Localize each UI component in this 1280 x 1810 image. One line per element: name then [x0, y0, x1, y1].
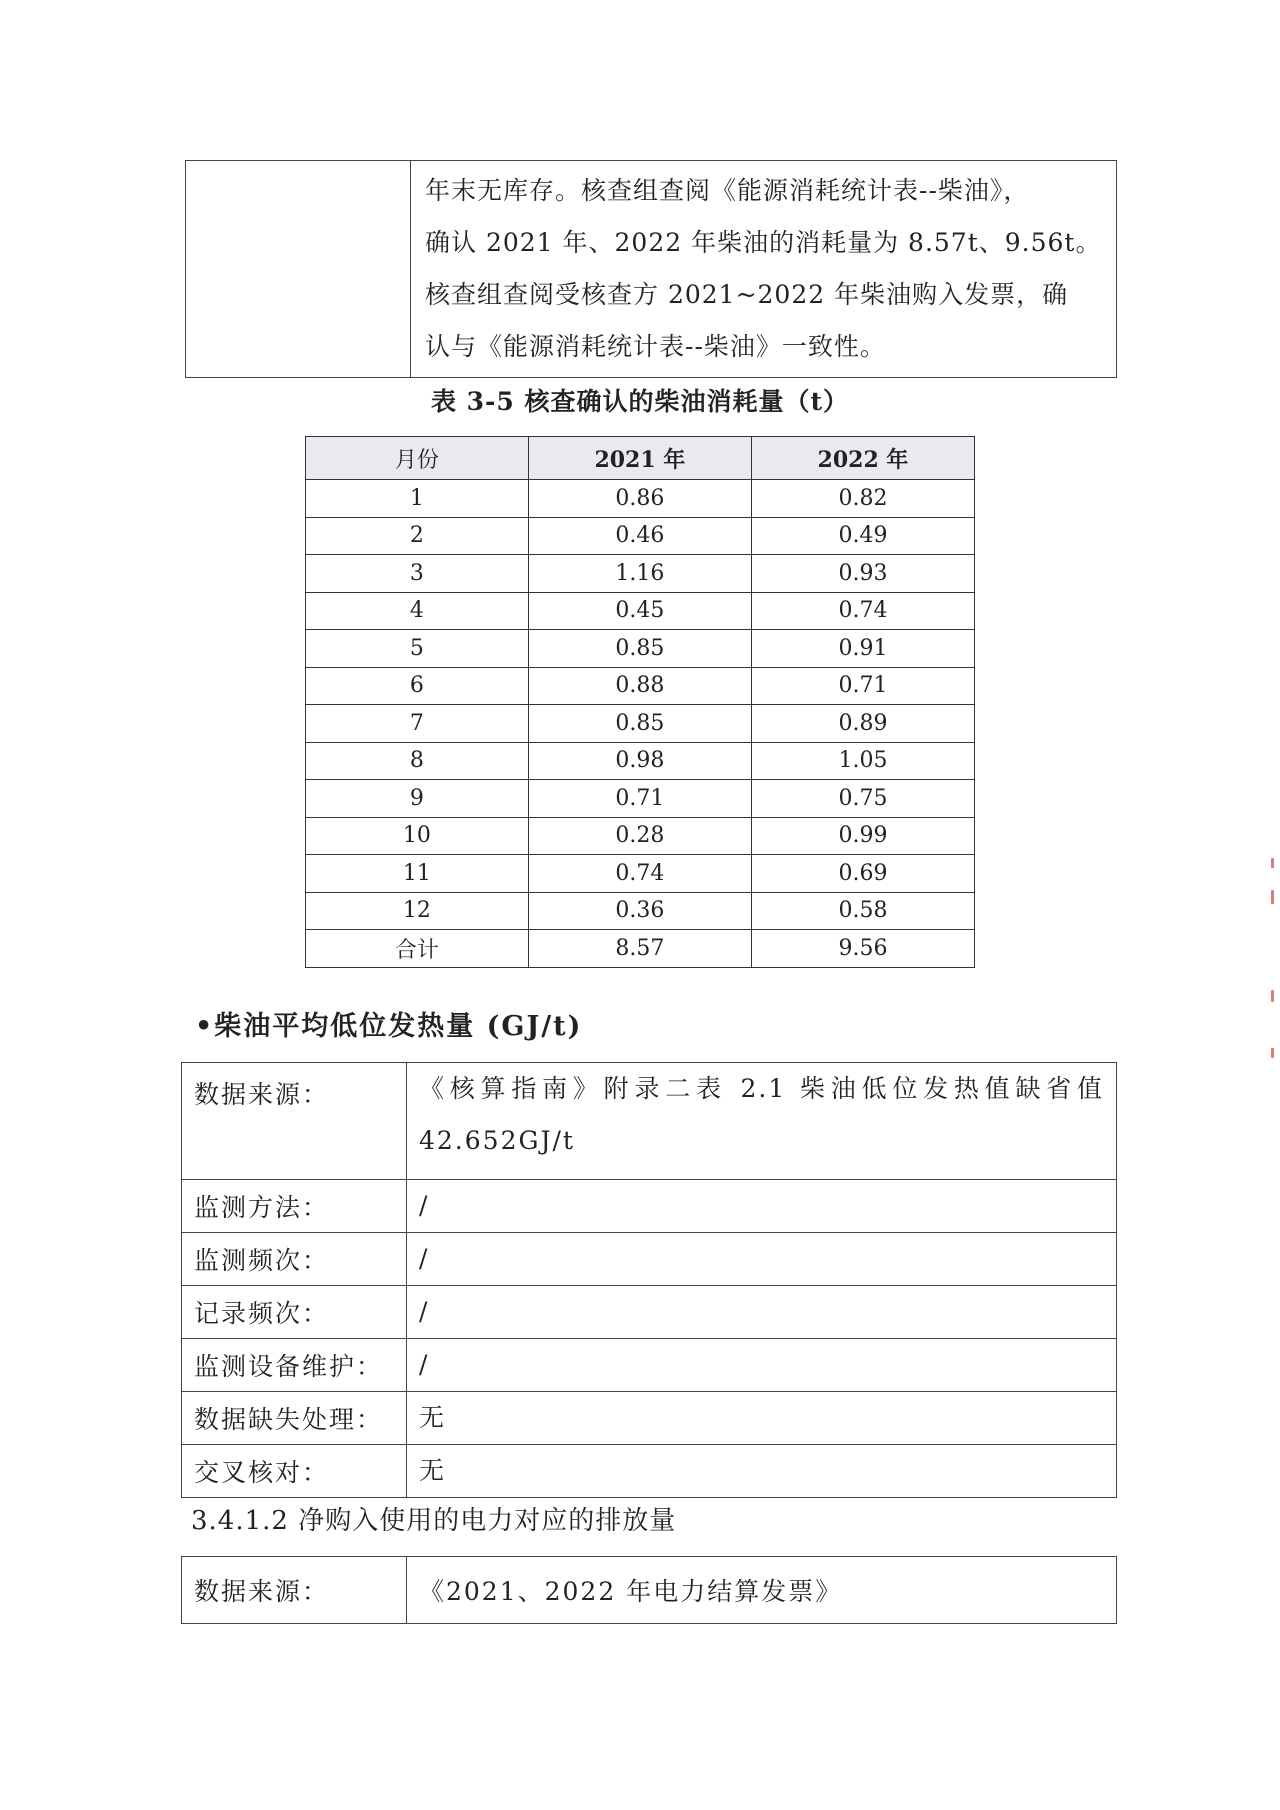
scan-edge-mark: [1271, 890, 1274, 904]
param-value: 无: [407, 1392, 1117, 1445]
param-value: 《核算指南》附录二表 2.1 柴油低位发热值缺省值 42.652GJ/t: [407, 1063, 1117, 1180]
header-2021: 2021 年: [528, 437, 751, 480]
table-row: [306, 667, 975, 705]
value-2022-cell: 0.82: [751, 480, 974, 518]
value-2021-cell: 0.74: [528, 855, 751, 893]
header-month: 月份: [306, 437, 529, 480]
value-2021-cell: 0.88: [528, 667, 751, 705]
value-2022-cell: 0.89: [751, 705, 974, 743]
value-2022-cell: 0.93: [751, 555, 974, 593]
param-key: 数据来源：: [182, 1063, 407, 1180]
value-2022-cell: 9.56: [751, 930, 974, 968]
table-row: [182, 1180, 1117, 1233]
param-value: 《2021、2022 年电力结算发票》: [407, 1557, 1117, 1624]
value-2022-cell: 0.69: [751, 855, 974, 893]
table-row: [182, 1339, 1117, 1392]
value-2022-cell: 0.75: [751, 780, 974, 818]
param-value: /: [407, 1180, 1117, 1233]
diesel-consumption-table: [305, 436, 975, 968]
scan-edge-mark: [1271, 1048, 1274, 1058]
month-cell: 10: [306, 817, 529, 855]
param-value: /: [407, 1339, 1117, 1392]
param-key: 交叉核对：: [182, 1445, 407, 1498]
table-row: [306, 742, 975, 780]
value-2021-cell: 0.45: [528, 592, 751, 630]
subsection-heading: 3.4.1.2 净购入使用的电力对应的排放量: [191, 1506, 677, 1536]
value-2021-cell: 0.46: [528, 517, 751, 555]
param-key: 监测方法：: [182, 1180, 407, 1233]
continuation-line: 认与《能源消耗统计表--柴油》一致性。: [425, 332, 886, 361]
month-cell: 5: [306, 630, 529, 668]
value-2021-cell: 0.85: [528, 705, 751, 743]
value-2021-cell: 0.86: [528, 480, 751, 518]
month-cell: 2: [306, 517, 529, 555]
continuation-line: 确认 2021 年、2022 年柴油的消耗量为 8.57t、9.56t。: [425, 228, 1102, 257]
value-2021-cell: 0.71: [528, 780, 751, 818]
table-row: [306, 780, 975, 818]
month-cell: 7: [306, 705, 529, 743]
value-2021-cell: 0.36: [528, 892, 751, 930]
param-value: 无: [407, 1445, 1117, 1498]
month-cell: 11: [306, 855, 529, 893]
month-cell: 9: [306, 780, 529, 818]
scan-edge-mark: [1271, 990, 1274, 1002]
table-row: [306, 855, 975, 893]
table-row: [306, 592, 975, 630]
param-key: 监测设备维护：: [182, 1339, 407, 1392]
table-caption: 表 3-5 核查确认的柴油消耗量（t）: [430, 387, 850, 416]
month-cell: 6: [306, 667, 529, 705]
value-2021-cell: 1.16: [528, 555, 751, 593]
table-row: [306, 930, 975, 968]
continuation-text-cell: [411, 161, 1117, 378]
table-row: [306, 555, 975, 593]
month-cell: 12: [306, 892, 529, 930]
continuation-line: 年末无库存。核查组查阅《能源消耗统计表--柴油》，: [425, 176, 1030, 205]
section-title: •柴油平均低位发热量 (GJ/t): [195, 1011, 583, 1042]
month-cell: 3: [306, 555, 529, 593]
value-2022-cell: 1.05: [751, 742, 974, 780]
table-row: [306, 630, 975, 668]
table-row: [306, 480, 975, 518]
param-key: 数据来源：: [182, 1557, 407, 1624]
header-2022: 2022 年: [751, 437, 974, 480]
table-row: [306, 817, 975, 855]
table-row: [306, 705, 975, 743]
param-value: /: [407, 1233, 1117, 1286]
table-header-row: [306, 437, 975, 480]
value-2021-cell: 0.85: [528, 630, 751, 668]
continuation-empty-cell: [186, 161, 411, 378]
month-cell: 8: [306, 742, 529, 780]
continuation-line: 核查组查阅受核查方 2021~2022 年柴油购入发票，确: [425, 280, 1069, 309]
value-2021-cell: 0.28: [528, 817, 751, 855]
table-row: [182, 1445, 1117, 1498]
param-key: 监测频次：: [182, 1233, 407, 1286]
param-key: 数据缺失处理：: [182, 1392, 407, 1445]
table-row: [306, 892, 975, 930]
value-2021-cell: 0.98: [528, 742, 751, 780]
value-2022-cell: 0.91: [751, 630, 974, 668]
param-key: 记录频次：: [182, 1286, 407, 1339]
value-2022-cell: 0.49: [751, 517, 974, 555]
value-2022-cell: 0.99: [751, 817, 974, 855]
table-row: [182, 1063, 1117, 1180]
table-row: [182, 1557, 1117, 1624]
table-row: [182, 1392, 1117, 1445]
value-2022-cell: 0.74: [751, 592, 974, 630]
continuation-table: [185, 160, 1117, 378]
value-2021-cell: 8.57: [528, 930, 751, 968]
table-row: [182, 1233, 1117, 1286]
value-2022-cell: 0.71: [751, 667, 974, 705]
table-row: [306, 517, 975, 555]
param-value: /: [407, 1286, 1117, 1339]
month-cell: 4: [306, 592, 529, 630]
table-body: [306, 480, 975, 968]
month-cell: 1: [306, 480, 529, 518]
month-cell: 合计: [306, 930, 529, 968]
table-row: [182, 1286, 1117, 1339]
scan-edge-mark: [1271, 858, 1274, 868]
value-2022-cell: 0.58: [751, 892, 974, 930]
electricity-source-table: [181, 1556, 1117, 1624]
parameter-table: [181, 1062, 1117, 1498]
